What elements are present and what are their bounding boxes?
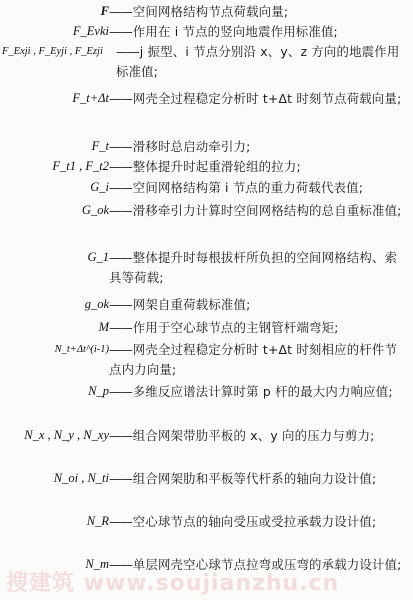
symbol: F_t1 , F_t2 [52,159,109,173]
definition: —— j 振型、i 节点分别沿 x、y、z 方向的地震作用标准值; [116,42,409,82]
definition: —— 组合网架肋和平板等代杆系的轴向力设计值; [109,469,409,489]
definition: —— 作用在 i 节点的竖向地震作用标准值; [109,22,409,42]
definition: —— 单层网壳空心球节点拉弯或压弯的承载力设计值; [109,555,409,575]
definition: —— 整体提升时每根拔杆所负担的空间网格结构、索具等荷载; [109,248,409,288]
symbol: G_i [90,180,109,194]
symbol: F_Evki [72,24,109,38]
symbol: F_t+Δt [72,91,109,105]
symbol: N_x , N_y , N_xy [24,428,109,442]
definition: —— 网壳全过程稳定分析时 t+Δt 时刻相应的杆件节点内力向量; [109,340,409,380]
definition: —— 网架自重荷载标准值; [109,295,409,315]
symbol: G_1 [87,250,109,264]
definition: —— 空心球节点的轴向受压或受拉承载力设计值; [109,512,409,532]
symbol: N_m [85,557,109,571]
symbol: N_oi , N_ti [53,471,109,485]
symbol: N_p [88,384,109,398]
definition: —— 滑移牵引力计算时空间网格结构的总自重标准值; [109,201,409,221]
definition: —— 整体提升时起重滑轮组的拉力; [109,157,409,177]
definition: —— 作用于空心球节点的主钢管杆端弯矩; [109,318,409,338]
symbol: F_Exji , F_Eyji , F_Ezji [2,46,103,57]
symbol: N_R [86,514,109,528]
symbol: F [100,4,109,18]
definition: —— 滑移时总启动牵引力; [109,137,409,157]
definition: —— 多维反应谱法计算时第 p 杆的最大内力响应值; [109,382,409,402]
symbol: G_ok [81,203,109,217]
definition: —— 组合网架带肋平板的 x、y 向的压力与剪力; [109,426,409,446]
definition: —— 空间网格结构第 i 节点的重力荷载代表值; [109,178,409,198]
watermark: 搜建筑 www.soujianzhu.cn [6,571,340,596]
definition: —— 空间网格结构节点荷载向量; [109,2,409,22]
symbol: M [98,320,109,334]
symbol: N_t+Δt^(i-1) [54,344,109,355]
definition: —— 网壳全过程稳定分析时 t+Δt 时刻节点荷载向量; [109,89,409,109]
symbol: F_t [91,139,109,153]
symbol: g_ok [84,297,109,311]
